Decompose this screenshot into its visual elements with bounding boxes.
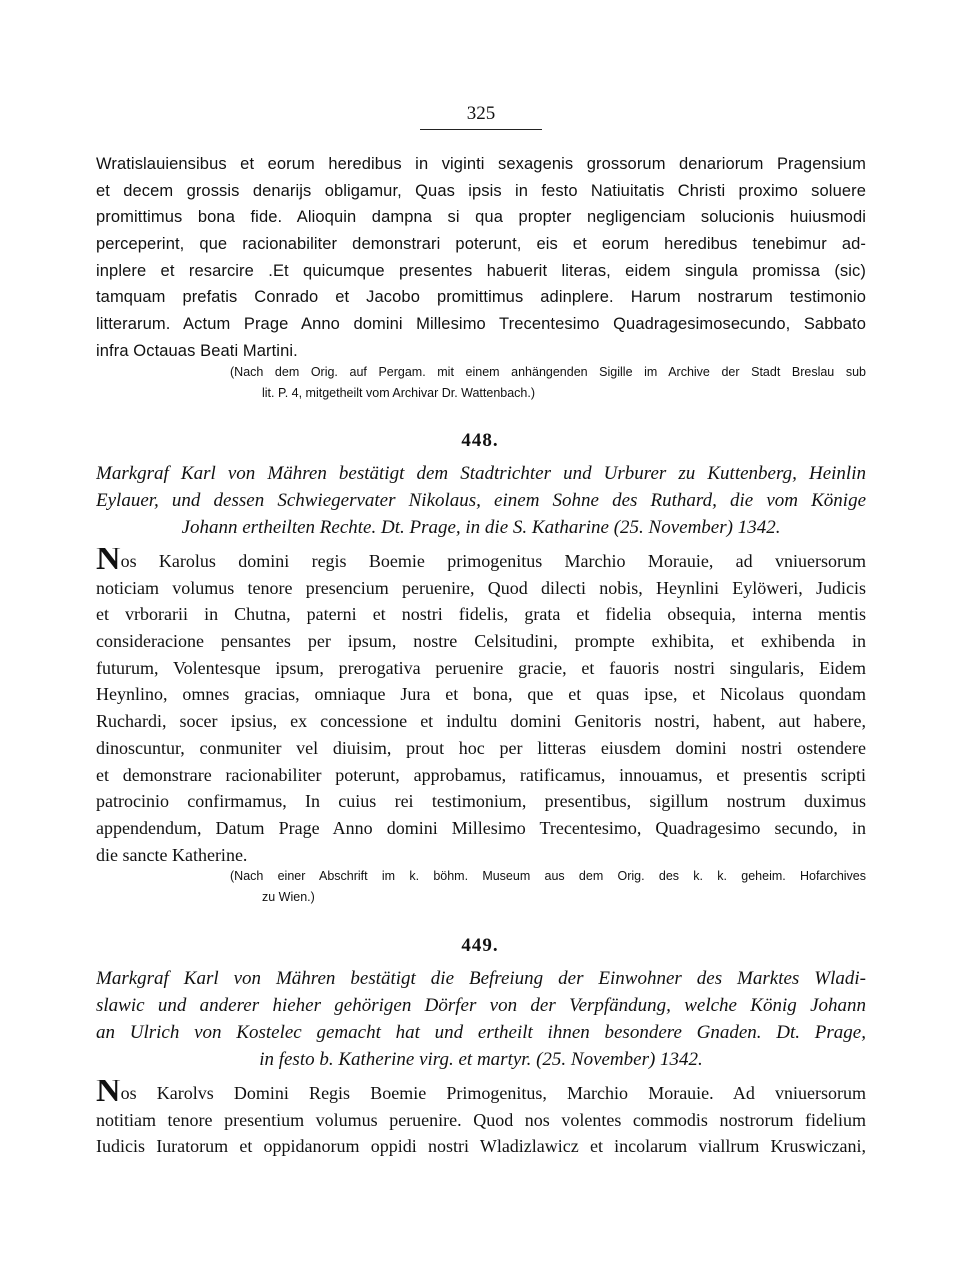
document-number-449: 449.	[461, 935, 499, 956]
text-line: appendendum, Datum Prage Anno domini Millesimo Trecentesimo, Quadragesimo secundo, in	[96, 817, 866, 838]
regest-line: slawic und anderer hieher gehörigen Dörfer von der Verpfändung, welche König Johann	[96, 995, 866, 1016]
charter-text-448	[96, 548, 866, 868]
text-line: infra Octauas Beati Martini.	[96, 341, 298, 360]
text-line: perceperint, que racionabiliter demonstrari poterunt, eis et eorum heredibus tenebimur ad-	[96, 235, 866, 254]
text-line: et vrborarii in Chutna, paterni et nostri fidelis, grata et fidelia obsequia, interna mentis	[96, 604, 866, 625]
regest-448	[96, 460, 866, 541]
text-line: et demonstrare racionabiliter poterunt, approbamus, ratificamus, innouamus, et presentis scripti	[96, 764, 866, 785]
note-line: zu Wien.)	[262, 890, 315, 904]
note-line: (Nach dem Orig. auf Pergam. mit einem anhängenden Sigille im Archive der Stadt Breslau sub	[230, 365, 866, 379]
text-line: Ruchardi, socer ipsius, ex concessione et indultu domini Genitoris nostri, habent, aut habere,	[96, 711, 866, 732]
note-line: lit. P. 4, mitgetheilt vom Archivar Dr. Wattenbach.)	[262, 386, 536, 400]
regest-line: Markgraf Karl von Mähren bestätigt dem Stadtrichter und Urburer zu Kuttenberg, Heinlin	[96, 463, 866, 484]
text-line: tamquam prefatis Conrado et Jacobo promittimus adinplere. Harum nostrarum testimonio	[96, 288, 866, 307]
text-line: Iudicis Iuratorum et oppidanorum oppidi nostri Wladizlawicz et incolarum viallrum Kruswiczani,	[96, 1136, 866, 1157]
text-line: noticiam volumus tenore presencium peruenire, Quod dilecti nobis, Heynlini Eylöweri, Judicis	[96, 577, 866, 598]
text-line: dinoscuntur, conmuniter vel diuisim, prout hoc per litteras eiusdem domini nostri ostendere	[96, 737, 866, 758]
regest-line: in festo b. Katherine virg. et martyr. (25. November) 1342.	[259, 1049, 703, 1070]
text-line-first	[96, 548, 866, 575]
first-line-rest: os Karolvs Domini Regis Boemie Primogenitus, Marchio Morauie. Ad vniuersorum	[120, 1083, 866, 1103]
source-note-2	[230, 866, 866, 908]
document-number-448: 448.	[461, 430, 499, 451]
top-text-block	[96, 151, 866, 365]
first-line-rest: os Karolus domini regis Boemie primogenitus Marchio Morauie, ad vniuersorum	[120, 551, 866, 571]
text-line: futurum, Volentesque ipsum, prerogativa peruenire gracie, et fauoris nostri singularis, Eidem	[96, 657, 866, 678]
text-line: inplere et resarcire .Et quicumque presentes habuerit literas, eidem singula promissa (sic)	[96, 261, 866, 280]
text-line: promittimus bona fide. Alioquin dampna si qua propter negligenciam solucionis huiusmodi	[96, 208, 866, 227]
initial-letter: N	[96, 548, 121, 575]
text-line: litterarum. Actum Prage Anno domini Millesimo Trecentesimo Quadragesimosecundo, Sabbato	[96, 315, 866, 334]
page-number: 325	[466, 103, 496, 124]
regest-449	[96, 965, 866, 1073]
initial-letter: N	[96, 1080, 121, 1107]
regest-line: Markgraf Karl von Mähren bestätigt die Befreiung der Einwohner des Marktes Wladi-	[96, 968, 866, 989]
text-line: notitiam tenore presentium volumus peruenire. Quod nos volentes commodis nostrorum fidelium	[96, 1109, 866, 1130]
text-line: die sancte Katherine.	[96, 844, 248, 865]
regest-line: Eylauer, und dessen Schwiegervater Nikolaus, einem Sohne des Ruthard, die vom Könige	[96, 490, 866, 511]
text-line: et decem grossis denarijs obligamur, Quas ipsis in festo Natiuitatis Christi proximo soluere	[96, 181, 866, 200]
charter-text-449	[96, 1080, 866, 1160]
text-line: Heynlino, omnes gracias, omniaque Jura et bona, que et quas ipse, et Nicolaus quondam	[96, 684, 866, 705]
note-line: (Nach einer Abschrift im k. böhm. Museum aus dem Orig. des k. k. geheim. Hofarchives	[230, 869, 866, 883]
source-note-1	[230, 362, 866, 404]
header-rule	[420, 129, 542, 130]
regest-line: an Ulrich von Kostelec gemacht hat und ertheilt ihnen besondere Gnaden. Dt. Prage,	[96, 1022, 866, 1043]
text-line: patrocinio confirmamus, In cuius rei testimonium, presentibus, sigillum nostrum duximus	[96, 791, 866, 812]
regest-line: Johann ertheilten Rechte. Dt. Prage, in die S. Katharine (25. November) 1342.	[181, 517, 781, 538]
text-line-first	[96, 1080, 866, 1107]
text-line: consideracione pensantes per ipsum, nostre Celsitudini, prompte exhibita, et exhibenda in	[96, 631, 866, 652]
text-line: Wratislauiensibus et eorum heredibus in viginti sexagenis grossorum denariorum Pragensium	[96, 155, 866, 173]
